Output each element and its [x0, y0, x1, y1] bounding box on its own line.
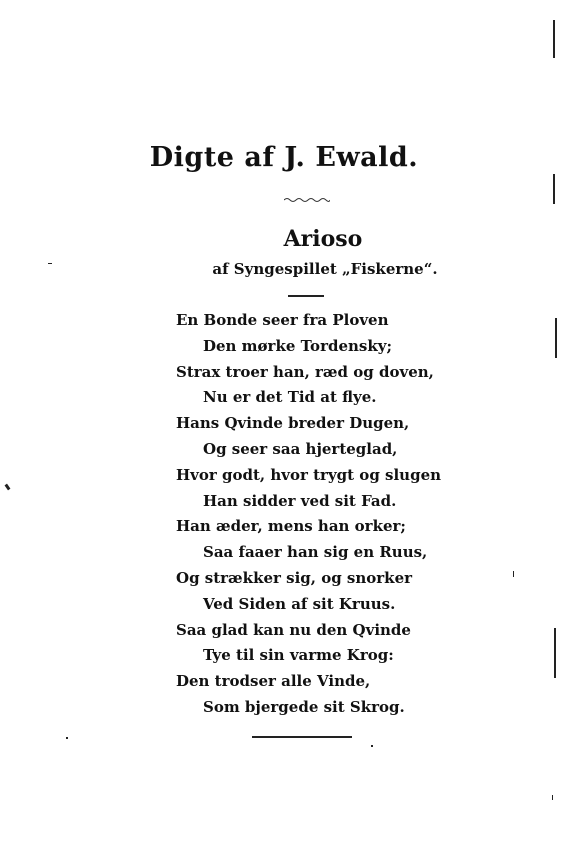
poem-line: Strax troer han, ræd og doven,: [176, 362, 434, 381]
poem-line: Den mørke Tordensky;: [203, 336, 392, 355]
margin-mark: [553, 174, 555, 204]
margin-mark: [554, 628, 556, 678]
poem-line: Og strækker sig, og snorker: [176, 568, 413, 587]
poem-line: Han æder, mens han orker;: [176, 517, 406, 536]
poem-line: Saa faaer han sig en Ruus,: [203, 543, 428, 562]
top-divider: [288, 295, 324, 297]
scan-speck: [513, 571, 514, 577]
poem-line: Hans Qvinde breder Dugen,: [176, 414, 410, 433]
scan-speck: [5, 484, 11, 491]
margin-mark: [555, 318, 557, 358]
margin-mark: [553, 20, 555, 58]
scan-speck: [371, 745, 373, 747]
poem-line: Og seer saa hjerteglad,: [203, 439, 398, 458]
scan-speck: [48, 263, 52, 264]
poem-subheading: af Syngespillet „Fiskerne“.: [212, 260, 438, 278]
poem-heading: Arioso: [283, 226, 363, 252]
scan-speck: [552, 795, 553, 800]
page-title: Digte af J. Ewald.: [149, 142, 419, 173]
poem-line: En Bonde seer fra Ploven: [176, 311, 389, 329]
poem-line: Ved Siden af sit Kruus.: [203, 594, 396, 613]
wavy-ornament: [284, 196, 330, 204]
poem-body: [176, 308, 442, 721]
poem-line: Han sidder ved sit Fad.: [203, 491, 397, 510]
poem-line: Den trodser alle Vinde,: [176, 672, 371, 691]
poem-line: Som bjergede sit Skrog.: [203, 697, 405, 716]
poem-line: Saa glad kan nu den Qvinde: [176, 620, 411, 639]
poem-line: Nu er det Tid at flye.: [203, 388, 377, 407]
poem-line: Tye til sin varme Krog:: [203, 646, 394, 665]
scan-speck: [66, 737, 68, 739]
poem-line: Hvor godt, hvor trygt og slugen: [176, 465, 442, 484]
bottom-divider: [252, 736, 352, 738]
